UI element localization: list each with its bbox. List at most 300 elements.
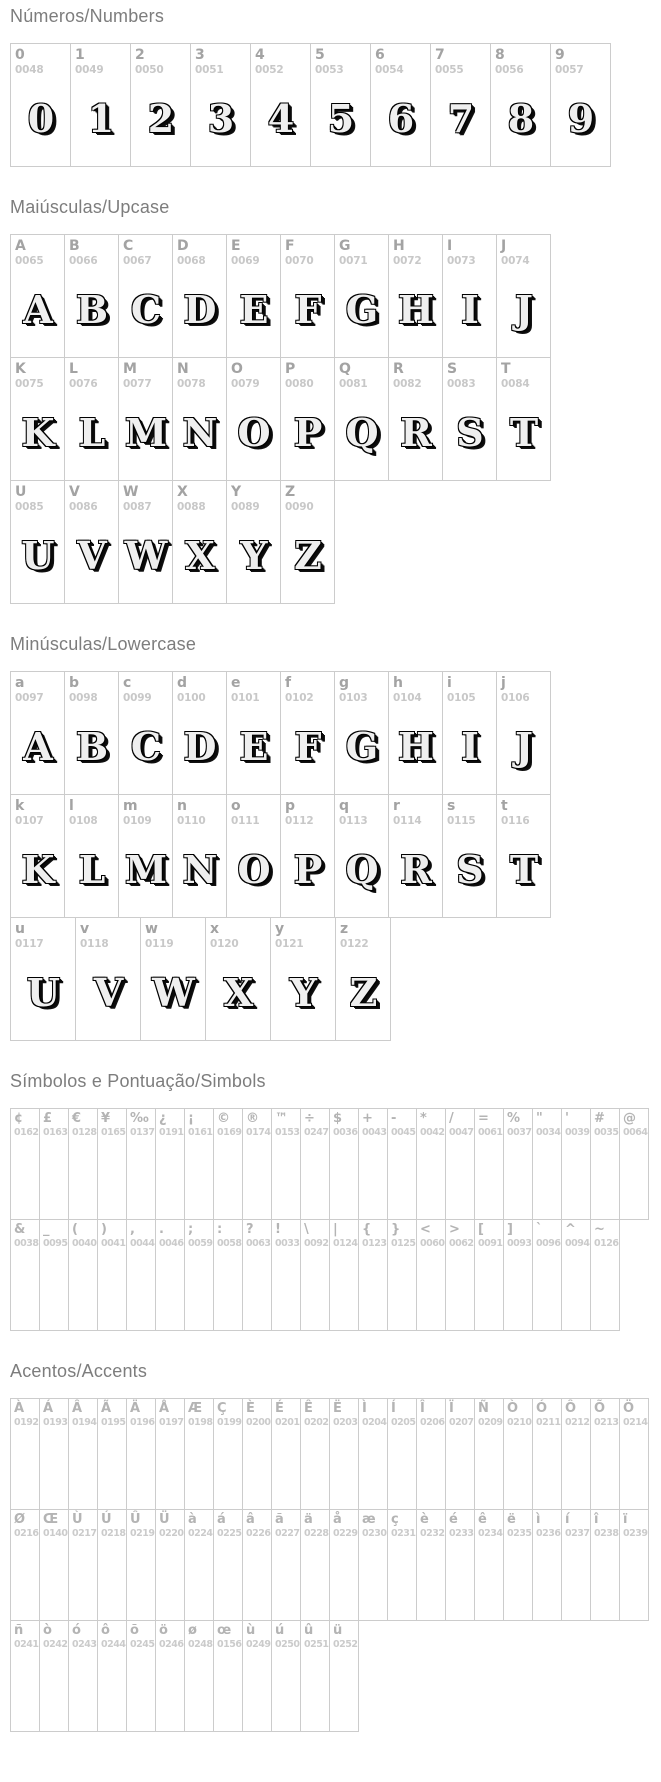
char-label: c xyxy=(123,675,132,691)
char-label: + xyxy=(362,1111,373,1126)
char-glyph: J xyxy=(515,287,533,332)
char-cell-0209 xyxy=(474,1398,504,1510)
char-cell-0094 xyxy=(561,1219,591,1331)
char-cell-0229 xyxy=(329,1509,359,1621)
char-row xyxy=(10,1620,661,1732)
char-label: T xyxy=(501,361,511,377)
char-glyph: L xyxy=(78,410,106,455)
char-glyph: W xyxy=(152,970,195,1015)
char-glyph: A xyxy=(23,724,53,769)
char-label: 9 xyxy=(555,47,565,63)
char-label: h xyxy=(393,675,403,691)
char-code: 0239 xyxy=(623,1528,648,1539)
char-cell-0085 xyxy=(10,480,65,604)
char-code: 0226 xyxy=(246,1528,271,1539)
char-row xyxy=(10,480,661,604)
char-label: É xyxy=(275,1401,284,1416)
char-cell-0227 xyxy=(271,1509,301,1621)
char-cell-0122 xyxy=(335,917,391,1041)
char-cell-0035 xyxy=(590,1108,620,1220)
char-code: 0218 xyxy=(101,1528,126,1539)
char-cell-0088 xyxy=(172,480,227,604)
char-code: 0249 xyxy=(246,1639,271,1650)
char-label: ô xyxy=(101,1623,110,1638)
char-label: Æ xyxy=(188,1401,203,1416)
char-code: 0234 xyxy=(478,1528,503,1539)
char-label: 3 xyxy=(195,47,205,63)
char-label: _ xyxy=(43,1222,50,1237)
char-code: 0204 xyxy=(362,1417,387,1428)
char-cell-0201 xyxy=(271,1398,301,1510)
char-code: 0060 xyxy=(420,1238,445,1249)
char-cell-0078 xyxy=(172,357,227,481)
char-cell-0104 xyxy=(388,671,443,795)
char-code: 0197 xyxy=(159,1417,184,1428)
char-code: 0229 xyxy=(333,1528,358,1539)
char-glyph: Z xyxy=(294,533,322,578)
section-accents xyxy=(10,1361,661,1732)
char-code: 0061 xyxy=(478,1127,503,1138)
char-cell-0072 xyxy=(388,234,443,358)
char-cell-0238 xyxy=(590,1509,620,1621)
char-cell-0206 xyxy=(416,1398,446,1510)
char-label: ò xyxy=(43,1623,52,1638)
char-label: È xyxy=(246,1401,255,1416)
char-code: 0107 xyxy=(15,815,44,827)
char-cell-0077 xyxy=(118,357,173,481)
char-cell-0161 xyxy=(184,1108,214,1220)
char-cell-0169 xyxy=(213,1108,243,1220)
char-code: 0098 xyxy=(69,692,98,704)
char-label: 4 xyxy=(255,47,265,63)
char-glyph: U xyxy=(26,970,61,1015)
char-code: 0118 xyxy=(80,938,109,950)
char-code: 0210 xyxy=(507,1417,532,1428)
char-code: 0073 xyxy=(447,255,476,267)
char-label: 2 xyxy=(135,47,145,63)
char-cell-0118 xyxy=(75,917,141,1041)
char-code: 0224 xyxy=(188,1528,213,1539)
char-code: 0193 xyxy=(43,1417,68,1428)
char-cell-0033 xyxy=(271,1219,301,1331)
char-code: 0238 xyxy=(594,1528,619,1539)
char-cell-0191 xyxy=(155,1108,185,1220)
char-label: X xyxy=(177,484,188,500)
char-code: 0214 xyxy=(623,1417,648,1428)
char-label: Ë xyxy=(333,1401,342,1416)
char-code: 0081 xyxy=(339,378,368,390)
char-label: A xyxy=(15,238,26,254)
char-code: 0110 xyxy=(177,815,206,827)
char-label: \ xyxy=(304,1222,309,1237)
char-row xyxy=(10,1509,661,1621)
char-cell-0036 xyxy=(329,1108,359,1220)
char-label: À xyxy=(14,1401,25,1416)
char-code: 0105 xyxy=(447,692,476,704)
char-glyph: D xyxy=(183,724,217,769)
char-code: 0196 xyxy=(130,1417,155,1428)
char-code: 0039 xyxy=(565,1127,590,1138)
char-cell-0241 xyxy=(10,1620,40,1732)
char-cell-0052 xyxy=(250,43,311,167)
char-code: 0116 xyxy=(501,815,530,827)
char-cell-0196 xyxy=(126,1398,156,1510)
char-label: s xyxy=(447,798,456,814)
char-code: 0043 xyxy=(362,1127,387,1138)
char-cell-0083 xyxy=(442,357,497,481)
char-label: * xyxy=(420,1111,427,1126)
char-code: 0209 xyxy=(478,1417,503,1428)
char-row xyxy=(10,794,661,918)
char-code: 0056 xyxy=(495,64,524,76)
char-label: ' xyxy=(565,1111,569,1126)
char-code: 0055 xyxy=(435,64,464,76)
char-label: 1 xyxy=(75,47,85,63)
char-cell-0214 xyxy=(619,1398,649,1510)
char-code: 0252 xyxy=(333,1639,358,1650)
char-label: ; xyxy=(188,1222,194,1237)
char-cell-0054 xyxy=(370,43,431,167)
char-code: 0248 xyxy=(188,1639,213,1650)
char-label: J xyxy=(501,238,507,254)
char-cell-0236 xyxy=(532,1509,562,1621)
char-label: r xyxy=(393,798,400,814)
char-label: í xyxy=(565,1512,570,1527)
char-code: 0198 xyxy=(188,1417,213,1428)
char-code: 0225 xyxy=(217,1528,242,1539)
char-code: 0123 xyxy=(362,1238,387,1249)
char-glyph: Q xyxy=(345,847,379,892)
char-cell-0250 xyxy=(271,1620,301,1732)
section-title-numbers: Números/Numbers xyxy=(10,6,165,26)
char-label: } xyxy=(391,1222,401,1237)
char-cell-0080 xyxy=(280,357,335,481)
char-label: ó xyxy=(72,1623,81,1638)
char-cell-0098 xyxy=(64,671,119,795)
char-glyph: P xyxy=(293,847,323,892)
char-code: 0048 xyxy=(15,64,44,76)
char-cell-0234 xyxy=(474,1509,504,1621)
charmap-table-symbols xyxy=(10,1108,661,1331)
char-code: 0057 xyxy=(555,64,584,76)
char-label: à xyxy=(188,1512,197,1527)
char-cell-0070 xyxy=(280,234,335,358)
char-glyph: S xyxy=(456,410,484,455)
char-code: 0125 xyxy=(391,1238,416,1249)
char-code: 0079 xyxy=(231,378,260,390)
char-cell-0082 xyxy=(388,357,443,481)
char-code: 0216 xyxy=(14,1528,39,1539)
char-code: 0245 xyxy=(130,1639,155,1650)
char-cell-0103 xyxy=(334,671,389,795)
char-label: B xyxy=(69,238,80,254)
char-glyph: 7 xyxy=(447,96,475,141)
char-cell-0071 xyxy=(334,234,389,358)
char-glyph: K xyxy=(21,847,55,892)
char-label: Ò xyxy=(507,1401,519,1416)
char-cell-0224 xyxy=(184,1509,214,1621)
char-row xyxy=(10,1108,661,1220)
char-label: ^ xyxy=(565,1222,576,1237)
char-code: 0212 xyxy=(565,1417,590,1428)
char-label: W xyxy=(123,484,139,500)
char-glyph: F xyxy=(294,724,322,769)
char-code: 0140 xyxy=(43,1528,68,1539)
char-cell-0195 xyxy=(97,1398,127,1510)
char-cell-0121 xyxy=(270,917,336,1041)
char-cell-0109 xyxy=(118,794,173,918)
char-cell-0249 xyxy=(242,1620,272,1732)
char-cell-0076 xyxy=(64,357,119,481)
char-row xyxy=(10,671,661,795)
char-label: a xyxy=(15,675,25,691)
section-symbols xyxy=(10,1071,661,1331)
char-label: ç xyxy=(391,1512,399,1527)
char-label: G xyxy=(339,238,351,254)
char-code: 0232 xyxy=(420,1528,445,1539)
char-cell-0089 xyxy=(226,480,281,604)
char-code: 0094 xyxy=(565,1238,590,1249)
char-glyph: 0 xyxy=(27,96,55,141)
char-code: 0038 xyxy=(14,1238,39,1249)
char-code: 0236 xyxy=(536,1528,561,1539)
char-cell-0073 xyxy=(442,234,497,358)
char-label: Ó xyxy=(536,1401,548,1416)
char-code: 0058 xyxy=(217,1238,242,1249)
char-code: 0250 xyxy=(275,1639,300,1650)
char-cell-0067 xyxy=(118,234,173,358)
char-cell-0242 xyxy=(39,1620,69,1732)
char-label: ì xyxy=(536,1512,541,1527)
char-cell-0114 xyxy=(388,794,443,918)
char-code: 0046 xyxy=(159,1238,184,1249)
char-cell-0194 xyxy=(68,1398,98,1510)
char-cell-0247 xyxy=(300,1108,330,1220)
section-title-uppercase: Maiúsculas/Upcase xyxy=(10,197,170,217)
char-code: 0075 xyxy=(15,378,44,390)
char-code: 0049 xyxy=(75,64,104,76)
char-cell-0243 xyxy=(68,1620,98,1732)
char-cell-0232 xyxy=(416,1509,446,1621)
char-cell-0174 xyxy=(242,1108,272,1220)
char-label: ¿ xyxy=(159,1111,167,1126)
char-code: 0119 xyxy=(145,938,174,950)
char-cell-0235 xyxy=(503,1509,533,1621)
char-code: 0191 xyxy=(159,1127,184,1138)
char-glyph: I xyxy=(461,287,479,332)
char-label: Ê xyxy=(304,1401,313,1416)
char-label: Ô xyxy=(565,1401,577,1416)
char-cell-0112 xyxy=(280,794,335,918)
char-glyph: C xyxy=(130,287,162,332)
char-cell-0055 xyxy=(430,43,491,167)
char-label: > xyxy=(449,1222,460,1237)
char-cell-0237 xyxy=(561,1509,591,1621)
char-cell-0111 xyxy=(226,794,281,918)
char-label: : xyxy=(217,1222,223,1237)
char-label: Q xyxy=(339,361,351,377)
char-code: 0162 xyxy=(14,1127,39,1138)
char-label: 8 xyxy=(495,47,505,63)
char-label: f xyxy=(285,675,292,691)
char-code: 0153 xyxy=(275,1127,300,1138)
char-cell-0102 xyxy=(280,671,335,795)
char-cell-0198 xyxy=(184,1398,214,1510)
char-cell-0063 xyxy=(242,1219,272,1331)
charmap-table-accents xyxy=(10,1398,661,1732)
char-code: 0206 xyxy=(420,1417,445,1428)
char-label: Ï xyxy=(449,1401,454,1416)
char-label: U xyxy=(15,484,27,500)
section-title-accents: Acentos/Accents xyxy=(10,1361,148,1381)
char-code: 0054 xyxy=(375,64,404,76)
char-label: w xyxy=(145,921,158,937)
char-code: 0076 xyxy=(69,378,98,390)
char-label: ÷ xyxy=(304,1111,315,1126)
char-cell-0065 xyxy=(10,234,65,358)
char-cell-0057 xyxy=(550,43,611,167)
char-cell-0056 xyxy=(490,43,551,167)
char-glyph: N xyxy=(182,410,218,455)
char-code: 0034 xyxy=(536,1127,561,1138)
char-cell-0217 xyxy=(68,1509,98,1621)
char-cell-0066 xyxy=(64,234,119,358)
char-cell-0162 xyxy=(10,1108,40,1220)
char-label: â xyxy=(246,1512,255,1527)
char-code: 0072 xyxy=(393,255,422,267)
char-code: 0169 xyxy=(217,1127,242,1138)
char-cell-0246 xyxy=(155,1620,185,1732)
char-label: Ã xyxy=(101,1401,112,1416)
char-label: Ú xyxy=(101,1512,112,1527)
char-code: 0086 xyxy=(69,501,98,513)
char-cell-0081 xyxy=(334,357,389,481)
char-code: 0052 xyxy=(255,64,284,76)
char-cell-0220 xyxy=(155,1509,185,1621)
char-label: I xyxy=(447,238,453,254)
char-glyph: 1 xyxy=(87,96,115,141)
char-label: ú xyxy=(275,1623,285,1638)
char-code: 0109 xyxy=(123,815,152,827)
char-label: x xyxy=(210,921,220,937)
char-cell-0117 xyxy=(10,917,76,1041)
char-label: è xyxy=(420,1512,429,1527)
char-cell-0062 xyxy=(445,1219,475,1331)
char-glyph: X xyxy=(223,970,254,1015)
char-code: 0126 xyxy=(594,1238,619,1249)
char-glyph: B xyxy=(75,724,109,769)
char-glyph: W xyxy=(124,533,168,578)
char-glyph: V xyxy=(93,970,124,1015)
char-glyph: 4 xyxy=(267,96,295,141)
char-label: H xyxy=(393,238,405,254)
char-cell-0212 xyxy=(561,1398,591,1510)
char-label: e xyxy=(231,675,241,691)
char-label: [ xyxy=(478,1222,484,1237)
char-code: 0044 xyxy=(130,1238,155,1249)
char-label: Ì xyxy=(362,1401,367,1416)
char-code: 0035 xyxy=(594,1127,619,1138)
char-label: ) xyxy=(101,1222,107,1237)
char-cell-0153 xyxy=(271,1108,301,1220)
char-cell-0075 xyxy=(10,357,65,481)
char-label: P xyxy=(285,361,296,377)
char-glyph: G xyxy=(345,724,379,769)
char-label: Á xyxy=(43,1401,54,1416)
char-cell-0107 xyxy=(10,794,65,918)
char-cell-0116 xyxy=(496,794,551,918)
charmap-table-numbers xyxy=(10,43,661,167)
char-cell-0058 xyxy=(213,1219,243,1331)
char-cell-0060 xyxy=(416,1219,446,1331)
char-label: ~ xyxy=(594,1222,605,1237)
char-label: Ù xyxy=(72,1512,83,1527)
char-label: Í xyxy=(391,1401,396,1416)
char-cell-0044 xyxy=(126,1219,156,1331)
char-cell-0230 xyxy=(358,1509,388,1621)
char-cell-0090 xyxy=(280,480,335,604)
char-label: ‰ xyxy=(130,1111,149,1126)
char-glyph: 2 xyxy=(147,96,175,141)
char-code: 0220 xyxy=(159,1528,184,1539)
charmap-table-uppercase xyxy=(10,234,661,604)
char-cell-0128 xyxy=(68,1108,98,1220)
char-label: ê xyxy=(478,1512,487,1527)
char-glyph: H xyxy=(398,287,434,332)
char-code: 0112 xyxy=(285,815,314,827)
char-code: 0108 xyxy=(69,815,98,827)
char-cell-0199 xyxy=(213,1398,243,1510)
char-glyph: M xyxy=(124,847,168,892)
char-cell-0101 xyxy=(226,671,281,795)
char-glyph: C xyxy=(130,724,162,769)
char-label: l xyxy=(69,798,74,814)
char-label: ï xyxy=(623,1512,628,1527)
char-code: 0037 xyxy=(507,1127,532,1138)
char-glyph: E xyxy=(239,724,269,769)
char-code: 0137 xyxy=(130,1127,155,1138)
char-label: < xyxy=(420,1222,431,1237)
char-cell-0207 xyxy=(445,1398,475,1510)
char-label: Â xyxy=(72,1401,83,1416)
char-label: u xyxy=(15,921,25,937)
char-code: 0040 xyxy=(72,1238,97,1249)
char-cell-0113 xyxy=(334,794,389,918)
char-cell-0095 xyxy=(39,1219,69,1331)
char-code: 0243 xyxy=(72,1639,97,1650)
char-code: 0050 xyxy=(135,64,164,76)
char-code: 0069 xyxy=(231,255,260,267)
char-code: 0103 xyxy=(339,692,368,704)
char-cell-0093 xyxy=(503,1219,533,1331)
char-cell-0100 xyxy=(172,671,227,795)
char-cell-0211 xyxy=(532,1398,562,1510)
char-row xyxy=(10,1398,661,1510)
char-code: 0217 xyxy=(72,1528,97,1539)
char-label: ! xyxy=(275,1222,281,1237)
char-label: ] xyxy=(507,1222,513,1237)
char-label: @ xyxy=(623,1111,636,1126)
char-code: 0246 xyxy=(159,1639,184,1650)
char-label: © xyxy=(217,1111,230,1126)
char-cell-0193 xyxy=(39,1398,69,1510)
char-label: á xyxy=(217,1512,226,1527)
char-code: 0093 xyxy=(507,1238,532,1249)
char-cell-0051 xyxy=(190,43,251,167)
char-cell-0079 xyxy=(226,357,281,481)
char-label: Y xyxy=(231,484,242,500)
char-cell-0231 xyxy=(387,1509,417,1621)
